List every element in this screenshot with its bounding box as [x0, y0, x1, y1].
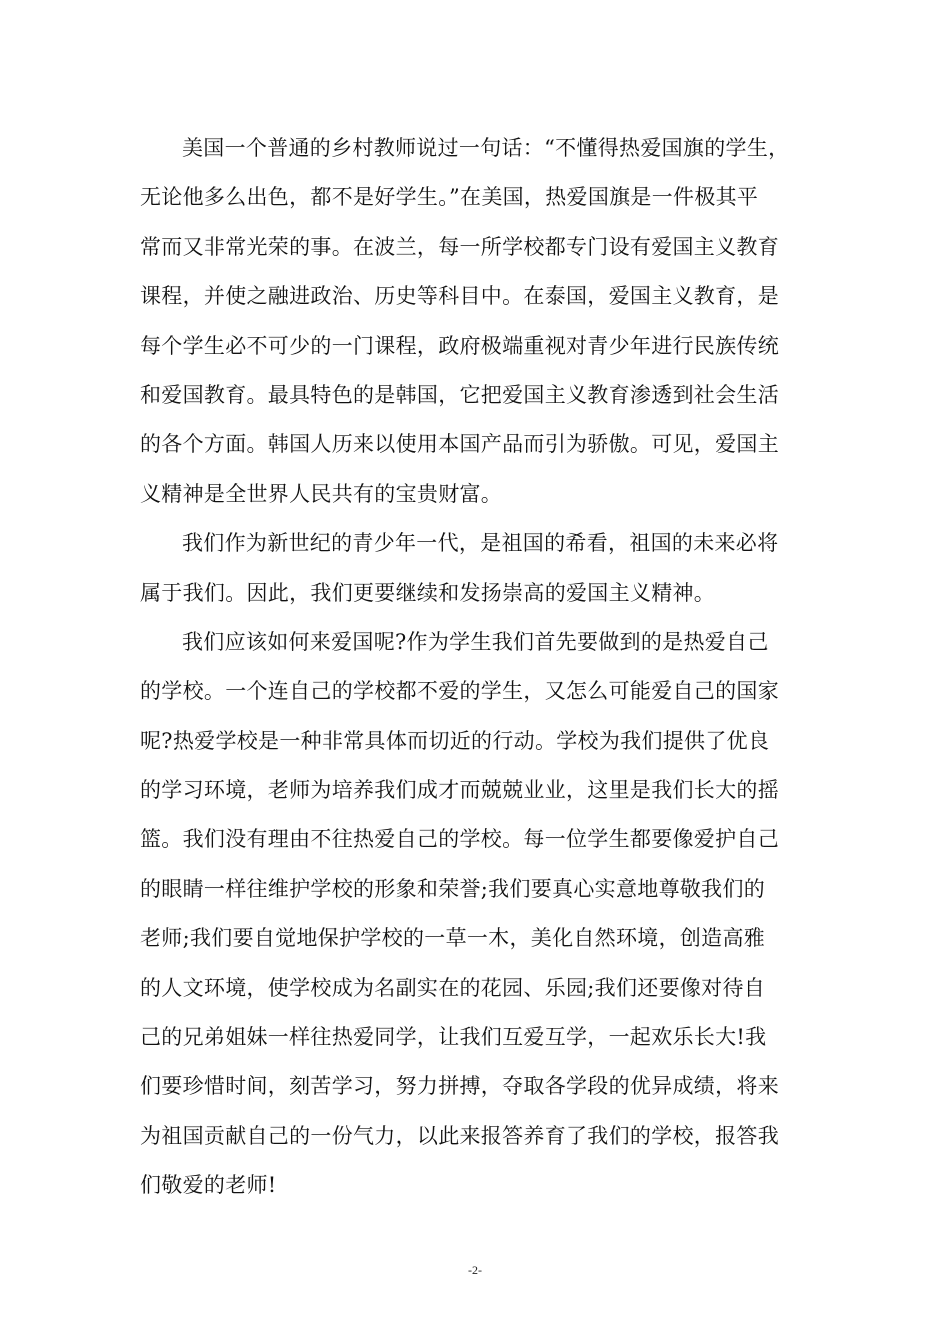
page-number: -2-	[468, 1263, 482, 1277]
text-line: 美国一个普通的乡村教师说过一句话：“不懂得热爱国旗的学生，	[182, 136, 790, 160]
text-line: 无论他多么出色，都不是好学生。”在美国，热爱国旗是一件极其平	[140, 185, 759, 210]
paragraph-2	[140, 519, 820, 618]
text-line: 的学校。一个连自己的学校都不爱的学生，又怎么可能爱自己的国家	[140, 679, 779, 704]
text-line: 为祖国贡献自己的一份气力，以此来报答养育了我们的学校，报答我	[140, 1123, 779, 1148]
text-line: 老师;我们要自觉地保护学校的一草一木，美化自然环境，创造高雅	[140, 926, 766, 951]
text-line: 的人文环境，使学校成为名副实在的花园、乐园;我们还要像对待自	[140, 975, 766, 1000]
text-line: 常而又非常光荣的事。在波兰，每一所学校都专门设有爱国主义教育	[140, 234, 779, 259]
text-line: 的学习环境，老师为培养我们成才而兢兢业业，这里是我们长大的摇	[140, 778, 779, 803]
text-line: 课程，并使之融进政治、历史等科目中。在泰国，爱国主义教育，是	[140, 284, 779, 309]
text-line: 呢?热爱学校是一种非常具体而切近的行动。学校为我们提供了优良	[140, 728, 770, 753]
paragraph-1	[140, 124, 820, 519]
text-line: 我们应该如何来爱国呢?作为学生我们首先要做到的是热爱自己	[182, 629, 769, 654]
text-line: 的眼睛一样往维护学校的形象和荣誉;我们要真心实意地尊敬我们的	[140, 876, 766, 901]
text-line: 篮。我们没有理由不往热爱自己的学校。每一位学生都要像爱护自己	[140, 827, 779, 852]
body-text	[140, 124, 820, 1211]
text-line: 们敬爱的老师!	[140, 1173, 277, 1198]
text-line: 和爱国教育。最具特色的是韩国，它把爱国主义教育渗透到社会生活	[140, 382, 779, 407]
paragraph-3	[140, 618, 820, 1211]
text-line: 的各个方面。韩国人历来以使用本国产品而引为骄傲。可见，爱国主	[140, 432, 779, 457]
text-line: 己的兄弟姐妹一样往热爱同学，让我们互爱互学，一起欢乐长大!我	[140, 1025, 767, 1050]
text-line: 每个学生必不可少的一门课程，政府极端重视对青少年进行民族传统	[140, 333, 779, 358]
text-line: 属于我们。因此，我们更要继续和发扬崇高的爱国主义精神。	[140, 580, 716, 605]
text-line: 义精神是全世界人民共有的宝贵财富。	[140, 481, 503, 506]
text-line: 我们作为新世纪的青少年一代，是祖国的希看，祖国的未来必将	[182, 531, 779, 556]
text-line: 们要珍惜时间，刻苦学习，努力拼搏，夺取各学段的优异成绩，将来	[140, 1074, 779, 1099]
